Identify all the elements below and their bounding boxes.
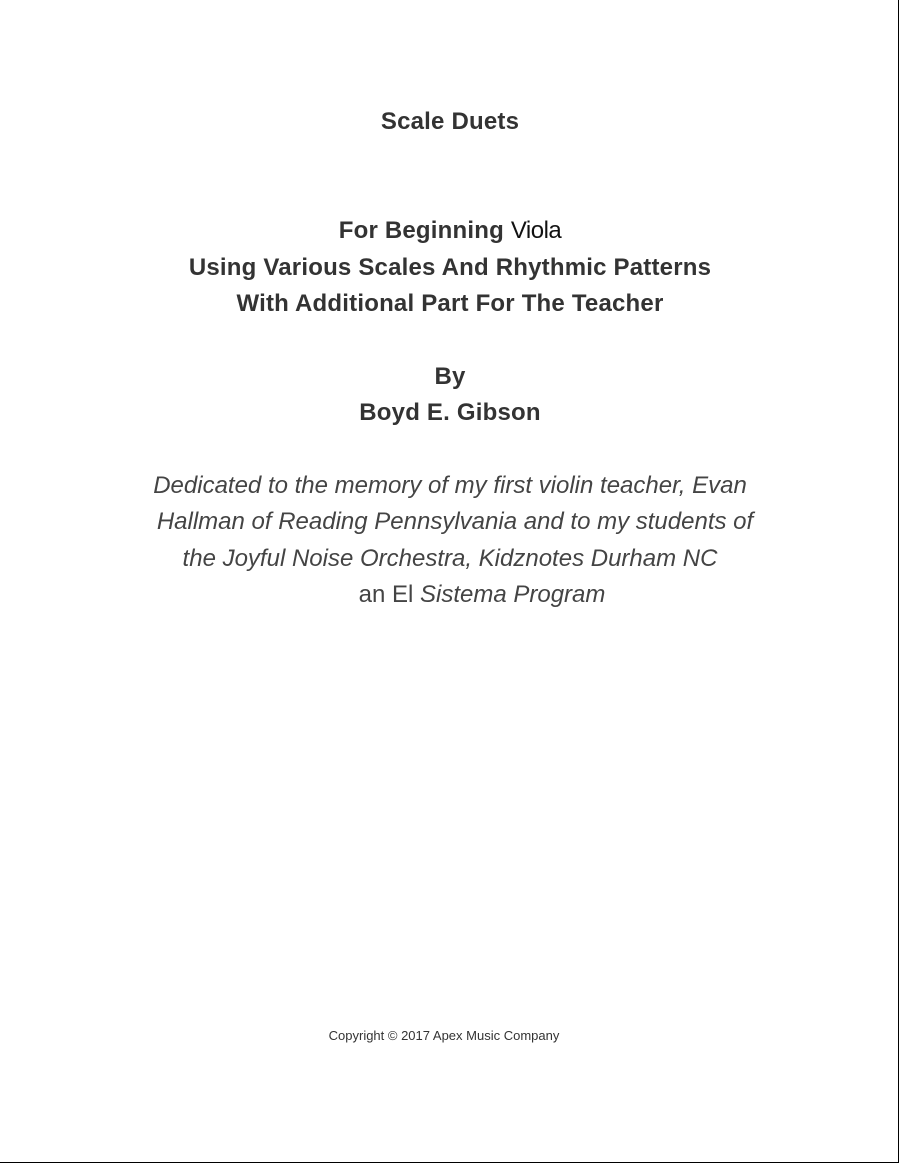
dedication-line-3: the Joyful Noise Orchestra, Kidznotes Durham NC xyxy=(182,545,718,572)
subtitle-line-1 xyxy=(0,217,900,245)
dedication-line-4-emphasis: Sistema Program xyxy=(419,581,606,608)
dedication-line-4 xyxy=(32,581,900,609)
copyright-notice: Copyright © 2017 Apex Music Company xyxy=(328,1028,560,1043)
subtitle-line-3: With Additional Part For The Teacher xyxy=(236,290,664,317)
dedication-line-4-prefix: an El xyxy=(358,581,420,608)
subtitle-prefix: For Beginning xyxy=(338,217,511,244)
subtitle-line-2: Using Various Scales And Rhythmic Patterns xyxy=(188,254,712,281)
byline-by: By xyxy=(434,363,466,390)
author-name: Boyd E. Gibson xyxy=(359,399,541,426)
document-title: Scale Duets xyxy=(380,108,520,135)
dedication-line-2: Hallman of Reading Pennsylvania and to my students of xyxy=(156,508,754,535)
instrument-name: Viola xyxy=(510,217,562,244)
dedication-line-1: Dedicated to the memory of my first violin teacher, Evan xyxy=(153,472,747,499)
